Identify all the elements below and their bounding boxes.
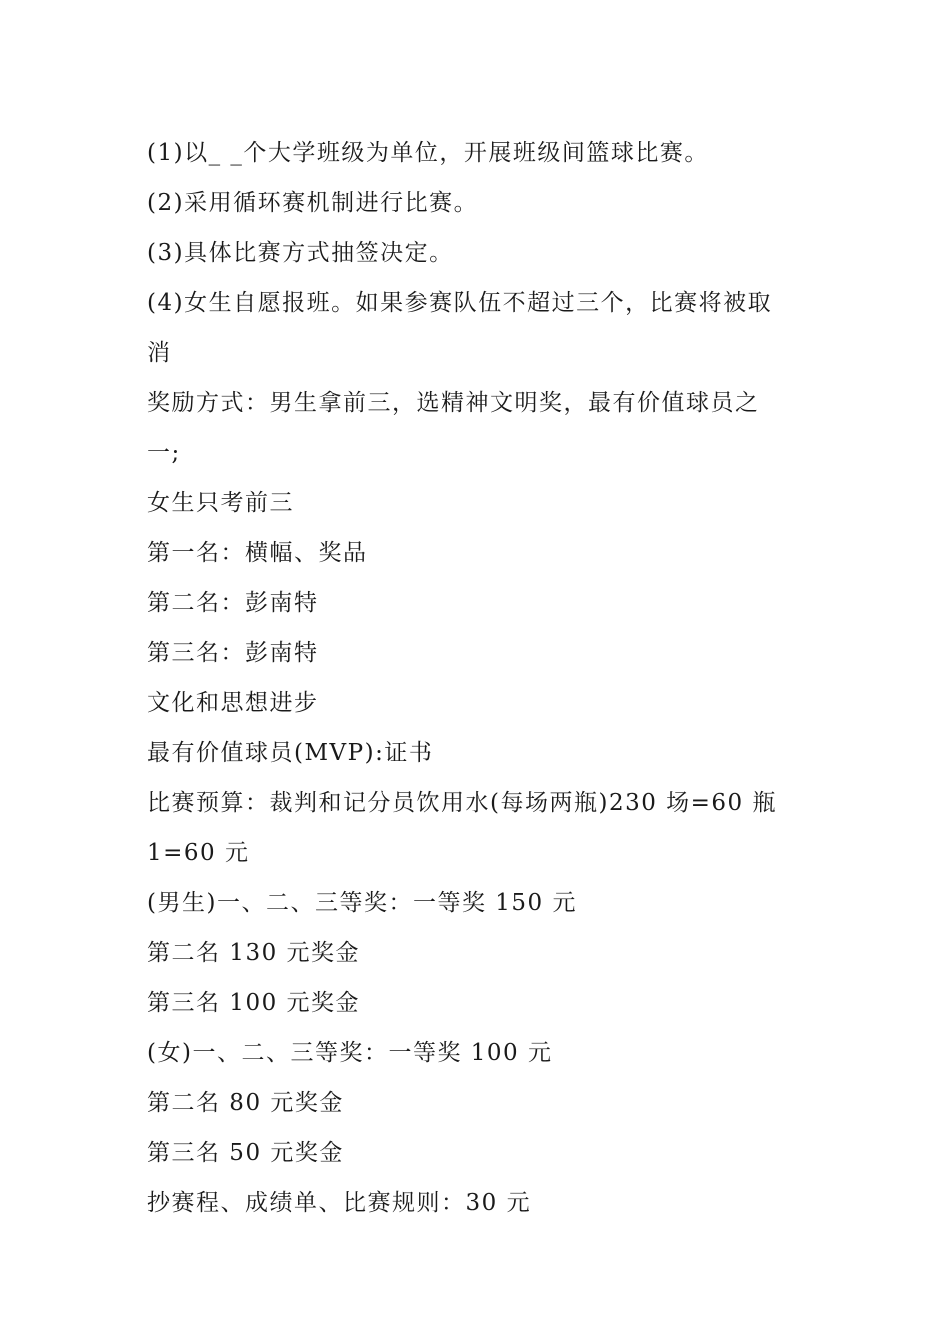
text-line-budget: 比赛预算：裁判和记分员饮用水(每场两瓶)230 场=60 瓶: [147, 790, 778, 816]
text-line-rule-4: (4)女生自愿报班。如果参赛队伍不超过三个，比赛将被取: [147, 290, 773, 316]
text-line-second-place: 第二名：彭南特: [147, 590, 319, 616]
text-line-printing-cost: 抄赛程、成绩单、比赛规则：30 元: [147, 1190, 532, 1216]
text-line-rule-1: (1)以_ _个大学班级为单位，开展班级间篮球比赛。: [147, 140, 709, 166]
text-line-women-top3: 女生只考前三: [147, 490, 294, 516]
text-line-women-prizes: (女)一、二、三等奖：一等奖 100 元: [147, 1040, 553, 1066]
text-line-men-second: 第二名 130 元奖金: [147, 940, 361, 966]
text-line-third-place: 第三名：彭南特: [147, 640, 319, 666]
text-line-mvp: 最有价值球员(MVP):证书: [147, 740, 434, 766]
text-line-rewards: 奖励方式：男生拿前三，选精神文明奖，最有价值球员之: [147, 390, 760, 416]
text-line-rule-3: (3)具体比赛方式抽签决定。: [147, 240, 454, 266]
text-line-first-place: 第一名：横幅、奖品: [147, 540, 368, 566]
text-line-rule-2: (2)采用循环赛机制进行比赛。: [147, 190, 479, 216]
text-line-rule-4-cont: 消: [147, 340, 172, 366]
text-line-women-third: 第三名 50 元奖金: [147, 1140, 344, 1166]
document-page: [147, 128, 812, 1228]
text-line-men-prizes: (男生)一、二、三等奖：一等奖 150 元: [147, 890, 577, 916]
text-line-culture: 文化和思想进步: [147, 690, 319, 716]
text-line-budget-cont: 1=60 元: [147, 840, 250, 866]
text-line-rewards-cont: 一;: [147, 440, 181, 466]
text-line-men-third: 第三名 100 元奖金: [147, 990, 361, 1016]
text-line-women-second: 第二名 80 元奖金: [147, 1090, 344, 1116]
